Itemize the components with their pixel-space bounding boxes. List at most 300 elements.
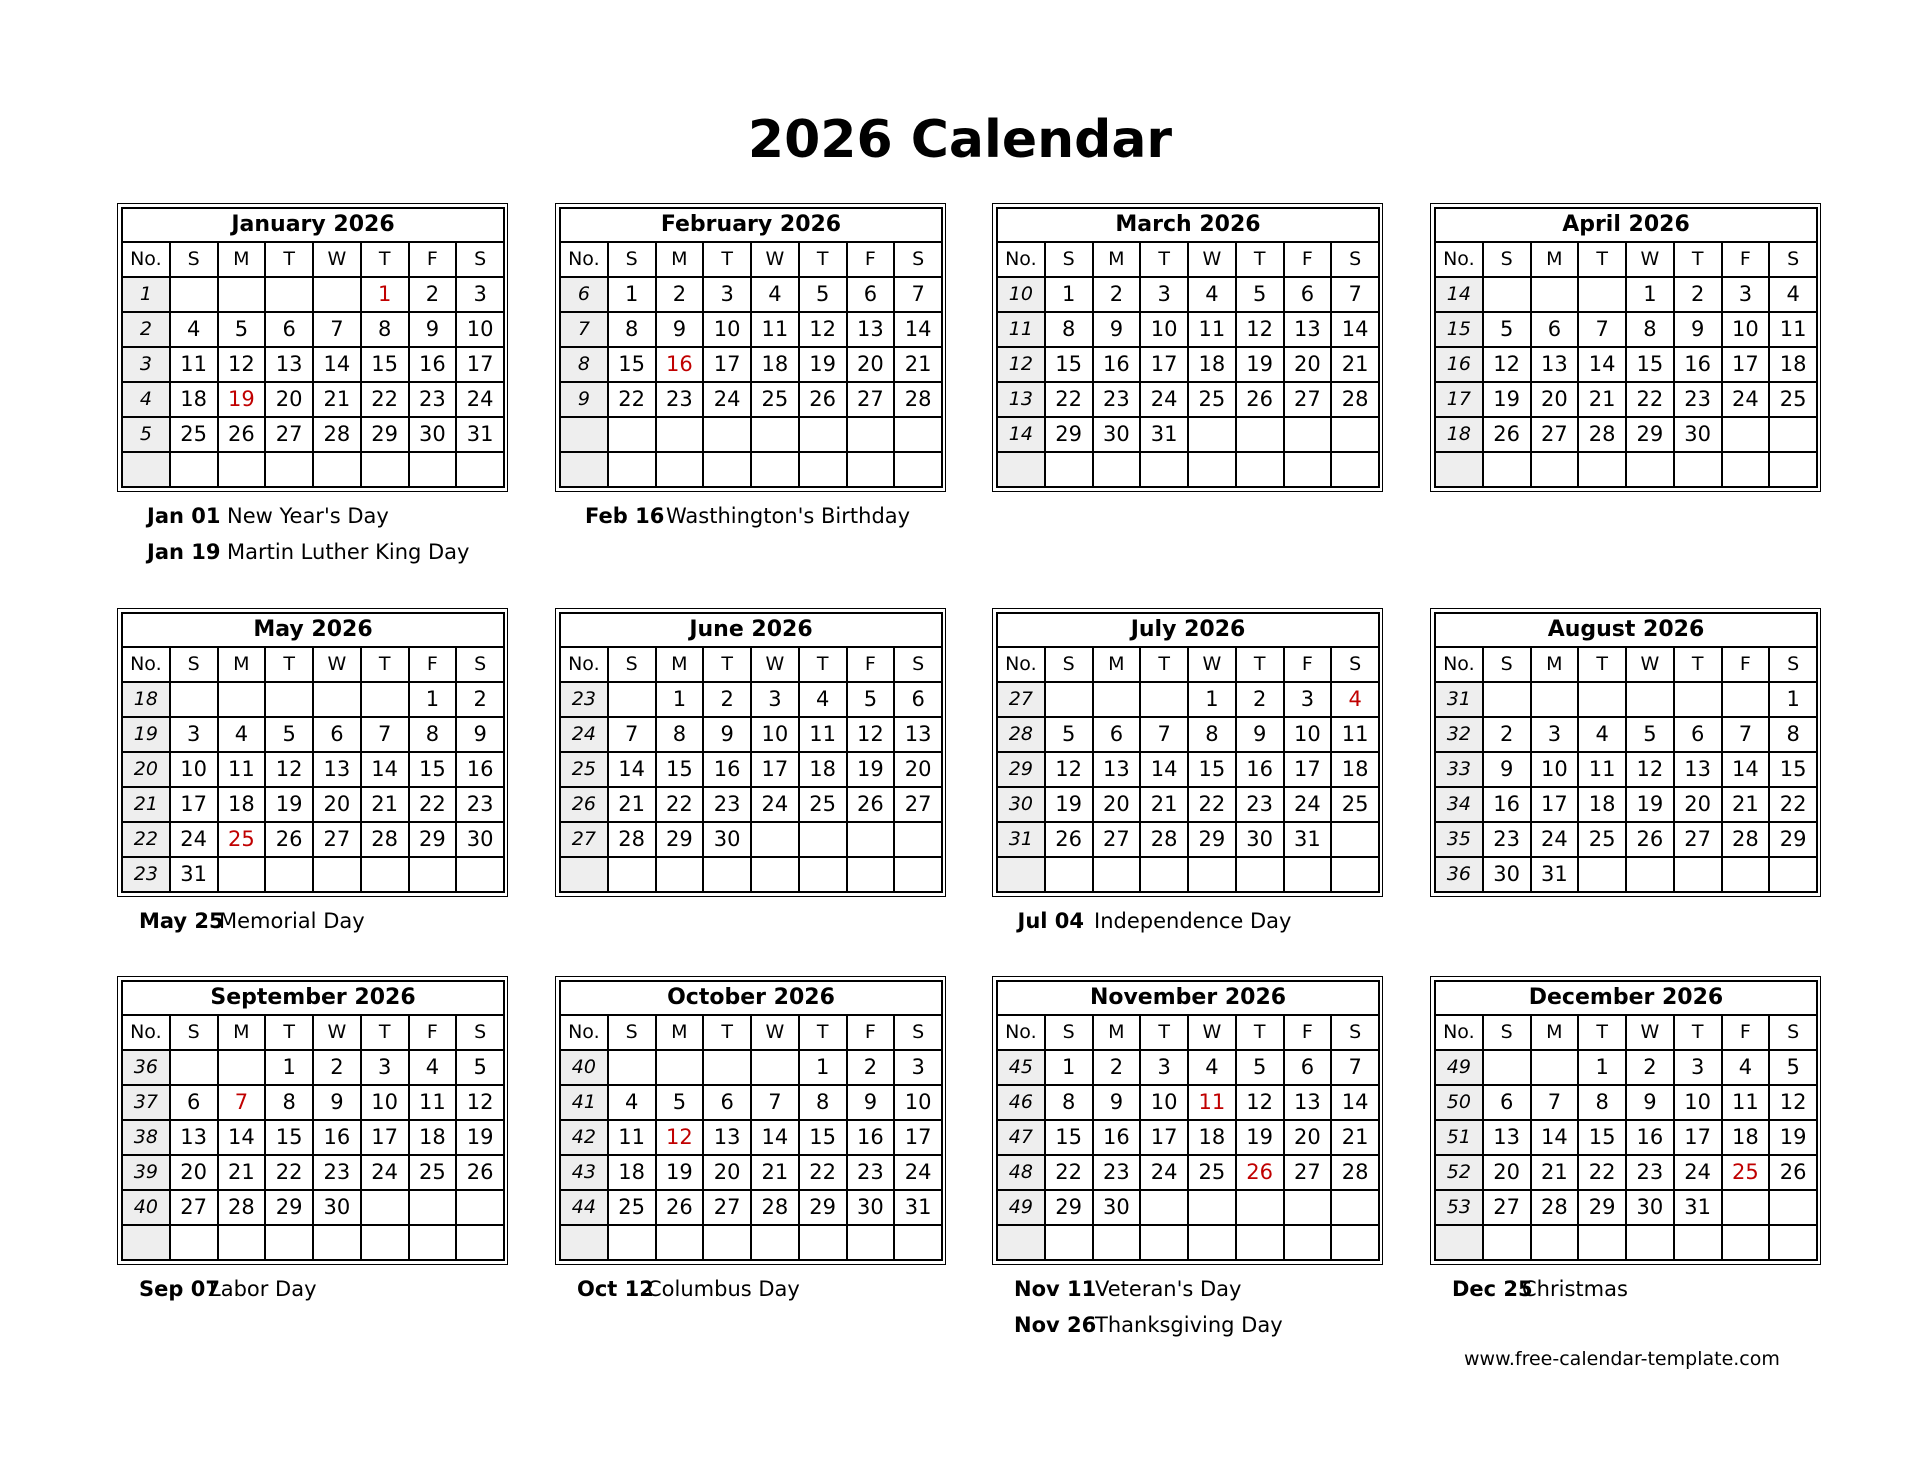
- month-block: [117, 976, 509, 1307]
- day-cell: 6: [1483, 1085, 1531, 1120]
- month-title: February 2026: [560, 208, 942, 242]
- day-cell: 25: [409, 1155, 457, 1190]
- day-cell: 26: [847, 787, 895, 822]
- day-cell: [751, 1050, 799, 1085]
- weekday-header: M: [1093, 242, 1141, 277]
- day-cell: 21: [1331, 1120, 1379, 1155]
- day-cell: 3: [1140, 1050, 1188, 1085]
- day-cell: 6: [1284, 1050, 1332, 1085]
- day-cell: 7: [1578, 312, 1626, 347]
- day-cell: [656, 857, 704, 892]
- day-cell: 17: [361, 1120, 409, 1155]
- day-cell: [313, 277, 361, 312]
- day-cell: 20: [1483, 1155, 1531, 1190]
- day-cell: [1722, 857, 1770, 892]
- day-cell: 3: [703, 277, 751, 312]
- week-number: 19: [122, 717, 170, 752]
- day-cell: 28: [751, 1190, 799, 1225]
- day-cell: 1: [608, 277, 656, 312]
- week-row: [560, 1050, 942, 1085]
- week-number-header: No.: [997, 647, 1045, 682]
- weekday-header: F: [1284, 1015, 1332, 1050]
- day-cell: [1093, 452, 1141, 487]
- day-cell: 7: [1722, 717, 1770, 752]
- day-cell: [1674, 682, 1722, 717]
- week-row: [560, 752, 942, 787]
- day-cell: 28: [894, 382, 942, 417]
- day-cell: [703, 857, 751, 892]
- day-cell: 3: [894, 1050, 942, 1085]
- weekday-header-row: [997, 1015, 1379, 1050]
- day-cell: 12: [265, 752, 313, 787]
- day-cell: 8: [361, 312, 409, 347]
- month-table: [1434, 612, 1818, 893]
- weekday-header: T: [1140, 647, 1188, 682]
- day-cell: 11: [170, 347, 218, 382]
- day-cell: 9: [1626, 1085, 1674, 1120]
- day-cell: 19: [1626, 787, 1674, 822]
- day-cell: [409, 857, 457, 892]
- day-cell: 2: [1236, 682, 1284, 717]
- day-cell: [1236, 857, 1284, 892]
- month-title-row: [560, 613, 942, 647]
- day-cell: 3: [170, 717, 218, 752]
- weekday-header: S: [1045, 647, 1093, 682]
- weekday-header: F: [1722, 1015, 1770, 1050]
- day-cell: 16: [1236, 752, 1284, 787]
- holiday-day-cell: 4: [1331, 682, 1379, 717]
- day-cell: 3: [1284, 682, 1332, 717]
- week-number-header: No.: [560, 647, 608, 682]
- day-cell: 16: [1093, 347, 1141, 382]
- day-cell: 22: [361, 382, 409, 417]
- day-cell: 2: [703, 682, 751, 717]
- week-row: [997, 1085, 1379, 1120]
- day-cell: 18: [1188, 1120, 1236, 1155]
- weekday-header: S: [170, 242, 218, 277]
- week-row: [122, 1120, 504, 1155]
- day-cell: 4: [1722, 1050, 1770, 1085]
- weekday-header: T: [265, 647, 313, 682]
- day-cell: 29: [656, 822, 704, 857]
- week-row: [997, 752, 1379, 787]
- day-cell: 14: [361, 752, 409, 787]
- week-row: [1435, 787, 1817, 822]
- day-cell: 14: [751, 1120, 799, 1155]
- day-cell: 12: [1483, 347, 1531, 382]
- day-cell: [1674, 1225, 1722, 1260]
- day-cell: 19: [265, 787, 313, 822]
- weekday-header: M: [1093, 1015, 1141, 1050]
- week-number: 44: [560, 1190, 608, 1225]
- day-cell: 22: [1045, 1155, 1093, 1190]
- day-cell: 12: [847, 717, 895, 752]
- holiday-item: [139, 903, 509, 939]
- day-cell: [1769, 857, 1817, 892]
- month-block: [117, 608, 509, 939]
- day-cell: 9: [313, 1085, 361, 1120]
- day-cell: 8: [1045, 1085, 1093, 1120]
- day-cell: 31: [1140, 417, 1188, 452]
- week-number: 32: [1435, 717, 1483, 752]
- day-cell: 10: [1722, 312, 1770, 347]
- day-cell: 23: [1674, 382, 1722, 417]
- month-block: [1430, 608, 1822, 903]
- day-cell: 15: [1188, 752, 1236, 787]
- month-frame: [555, 976, 946, 1265]
- day-cell: [1331, 417, 1379, 452]
- month-title: September 2026: [122, 981, 504, 1015]
- month-title-row: [997, 208, 1379, 242]
- weekday-header-row: [1435, 242, 1817, 277]
- day-cell: [361, 1190, 409, 1225]
- week-number: 33: [1435, 752, 1483, 787]
- weekday-header: W: [751, 242, 799, 277]
- day-cell: 13: [265, 347, 313, 382]
- day-cell: 7: [361, 717, 409, 752]
- day-cell: 28: [1331, 1155, 1379, 1190]
- week-number: 7: [560, 312, 608, 347]
- day-cell: 4: [799, 682, 847, 717]
- week-number: 30: [997, 787, 1045, 822]
- day-cell: [1093, 1225, 1141, 1260]
- day-cell: 30: [847, 1190, 895, 1225]
- day-cell: 8: [1188, 717, 1236, 752]
- week-number: 45: [997, 1050, 1045, 1085]
- day-cell: 21: [1578, 382, 1626, 417]
- week-number: 35: [1435, 822, 1483, 857]
- day-cell: [1531, 1225, 1579, 1260]
- month-table: [996, 207, 1380, 488]
- week-number-header: No.: [997, 1015, 1045, 1050]
- day-cell: 4: [751, 277, 799, 312]
- holiday-day-cell: 19: [218, 382, 266, 417]
- day-cell: [799, 1225, 847, 1260]
- day-cell: [1284, 1190, 1332, 1225]
- week-number: 6: [560, 277, 608, 312]
- day-cell: [170, 1225, 218, 1260]
- month-title-row: [560, 981, 942, 1015]
- day-cell: [265, 1225, 313, 1260]
- day-cell: 13: [1531, 347, 1579, 382]
- day-cell: 13: [894, 717, 942, 752]
- day-cell: [456, 857, 504, 892]
- day-cell: 14: [1531, 1120, 1579, 1155]
- week-row: [1435, 752, 1817, 787]
- day-cell: [1188, 417, 1236, 452]
- week-row: [997, 717, 1379, 752]
- day-cell: 22: [608, 382, 656, 417]
- weekday-header: S: [1483, 242, 1531, 277]
- weekday-header: T: [799, 1015, 847, 1050]
- week-row: [1435, 277, 1817, 312]
- weekday-header: W: [313, 1015, 361, 1050]
- weekday-header: M: [218, 647, 266, 682]
- weekday-header: T: [1674, 242, 1722, 277]
- week-number: 3: [122, 347, 170, 382]
- day-cell: 7: [751, 1085, 799, 1120]
- day-cell: 10: [894, 1085, 942, 1120]
- weekday-header: W: [313, 242, 361, 277]
- month-title: June 2026: [560, 613, 942, 647]
- weekday-header: M: [656, 242, 704, 277]
- day-cell: 29: [1045, 417, 1093, 452]
- day-cell: 27: [1093, 822, 1141, 857]
- day-cell: 30: [1483, 857, 1531, 892]
- month-title-row: [122, 613, 504, 647]
- month-title: April 2026: [1435, 208, 1817, 242]
- day-cell: 24: [1140, 1155, 1188, 1190]
- day-cell: 13: [847, 312, 895, 347]
- day-cell: 6: [1284, 277, 1332, 312]
- day-cell: 3: [361, 1050, 409, 1085]
- weekday-header: S: [608, 647, 656, 682]
- day-cell: 7: [894, 277, 942, 312]
- weekday-header-row: [560, 1015, 942, 1050]
- day-cell: 31: [894, 1190, 942, 1225]
- week-row: [122, 1190, 504, 1225]
- day-cell: 8: [656, 717, 704, 752]
- week-number: 12: [997, 347, 1045, 382]
- week-number: 43: [560, 1155, 608, 1190]
- week-row: [122, 1225, 504, 1260]
- weekday-header: M: [1531, 242, 1579, 277]
- day-cell: 28: [313, 417, 361, 452]
- week-number: 42: [560, 1120, 608, 1155]
- day-cell: 2: [456, 682, 504, 717]
- weekday-header-row: [997, 242, 1379, 277]
- day-cell: 7: [608, 717, 656, 752]
- day-cell: [799, 452, 847, 487]
- weekday-header: T: [1674, 647, 1722, 682]
- week-number: [560, 417, 608, 452]
- day-cell: 19: [1236, 347, 1284, 382]
- day-cell: 4: [1188, 277, 1236, 312]
- day-cell: 6: [1674, 717, 1722, 752]
- week-row: [122, 382, 504, 417]
- weekday-header: S: [170, 647, 218, 682]
- month-block: [1430, 203, 1822, 498]
- day-cell: 12: [456, 1085, 504, 1120]
- day-cell: [456, 1190, 504, 1225]
- week-row: [560, 717, 942, 752]
- week-number-header: No.: [1435, 242, 1483, 277]
- footer-url: www.free-calendar-template.com: [1464, 1348, 1780, 1370]
- month-block: [992, 608, 1384, 939]
- day-cell: 26: [656, 1190, 704, 1225]
- day-cell: 8: [1578, 1085, 1626, 1120]
- day-cell: 22: [1188, 787, 1236, 822]
- day-cell: 12: [1236, 1085, 1284, 1120]
- weekday-header-row: [122, 242, 504, 277]
- day-cell: [1626, 857, 1674, 892]
- week-row: [560, 822, 942, 857]
- day-cell: 10: [1531, 752, 1579, 787]
- month-title: May 2026: [122, 613, 504, 647]
- day-cell: 4: [608, 1085, 656, 1120]
- day-cell: 3: [1674, 1050, 1722, 1085]
- week-row: [997, 1120, 1379, 1155]
- holiday-name: Martin Luther King Day: [227, 540, 470, 564]
- day-cell: 9: [703, 717, 751, 752]
- day-cell: 17: [1140, 1120, 1188, 1155]
- month-table: [996, 612, 1380, 893]
- day-cell: [847, 452, 895, 487]
- week-row: [1435, 1085, 1817, 1120]
- week-row: [122, 347, 504, 382]
- day-cell: 15: [409, 752, 457, 787]
- day-cell: 7: [1140, 717, 1188, 752]
- week-number: 49: [997, 1190, 1045, 1225]
- week-number: [122, 452, 170, 487]
- week-row: [560, 1190, 942, 1225]
- day-cell: 10: [170, 752, 218, 787]
- day-cell: [1331, 1190, 1379, 1225]
- day-cell: [1188, 857, 1236, 892]
- weekday-header: F: [847, 242, 895, 277]
- day-cell: 28: [608, 822, 656, 857]
- day-cell: 15: [1045, 1120, 1093, 1155]
- weekday-header: T: [1236, 647, 1284, 682]
- day-cell: 2: [1483, 717, 1531, 752]
- day-cell: 23: [1236, 787, 1284, 822]
- day-cell: [1769, 452, 1817, 487]
- day-cell: [1140, 857, 1188, 892]
- day-cell: [1578, 857, 1626, 892]
- holiday-name: Independence Day: [1094, 909, 1292, 933]
- day-cell: 11: [1722, 1085, 1770, 1120]
- day-cell: [751, 857, 799, 892]
- day-cell: [409, 452, 457, 487]
- month-title: November 2026: [997, 981, 1379, 1015]
- day-cell: 12: [1045, 752, 1093, 787]
- weekday-header: W: [313, 647, 361, 682]
- day-cell: 10: [1674, 1085, 1722, 1120]
- day-cell: 9: [1093, 312, 1141, 347]
- holiday-list: [117, 1271, 509, 1307]
- weekday-header: T: [265, 1015, 313, 1050]
- weekday-header: S: [1769, 1015, 1817, 1050]
- month-title-row: [1435, 208, 1817, 242]
- day-cell: 1: [1578, 1050, 1626, 1085]
- day-cell: 2: [1093, 277, 1141, 312]
- day-cell: 28: [218, 1190, 266, 1225]
- day-cell: 3: [456, 277, 504, 312]
- day-cell: 24: [1722, 382, 1770, 417]
- week-number: [997, 857, 1045, 892]
- holiday-name: Labor Day: [209, 1277, 317, 1301]
- day-cell: 20: [1674, 787, 1722, 822]
- week-number: [997, 452, 1045, 487]
- day-cell: [799, 822, 847, 857]
- day-cell: [894, 417, 942, 452]
- day-cell: 22: [1045, 382, 1093, 417]
- day-cell: 1: [1045, 1050, 1093, 1085]
- weekday-header: F: [409, 242, 457, 277]
- day-cell: 5: [1236, 277, 1284, 312]
- month-title: August 2026: [1435, 613, 1817, 647]
- day-cell: 7: [1331, 1050, 1379, 1085]
- day-cell: 13: [1093, 752, 1141, 787]
- day-cell: 13: [703, 1120, 751, 1155]
- day-cell: 26: [1483, 417, 1531, 452]
- day-cell: 25: [751, 382, 799, 417]
- day-cell: 14: [1331, 1085, 1379, 1120]
- weekday-header: S: [894, 242, 942, 277]
- week-number: 9: [560, 382, 608, 417]
- day-cell: 15: [1626, 347, 1674, 382]
- day-cell: [1483, 1225, 1531, 1260]
- weekday-header: S: [894, 647, 942, 682]
- day-cell: [751, 822, 799, 857]
- day-cell: [1045, 682, 1093, 717]
- day-cell: 14: [608, 752, 656, 787]
- holiday-list: [992, 1271, 1384, 1343]
- day-cell: 6: [1093, 717, 1141, 752]
- day-cell: [1626, 682, 1674, 717]
- day-cell: 23: [656, 382, 704, 417]
- day-cell: 29: [1578, 1190, 1626, 1225]
- day-cell: 5: [1236, 1050, 1284, 1085]
- week-number: 13: [997, 382, 1045, 417]
- day-cell: 5: [656, 1085, 704, 1120]
- day-cell: 26: [1769, 1155, 1817, 1190]
- weekday-header: S: [1483, 647, 1531, 682]
- day-cell: 11: [1769, 312, 1817, 347]
- day-cell: [170, 682, 218, 717]
- week-number: 40: [560, 1050, 608, 1085]
- day-cell: 25: [1188, 1155, 1236, 1190]
- day-cell: [265, 857, 313, 892]
- holiday-date: May 25: [139, 909, 224, 933]
- weekday-header: S: [1331, 1015, 1379, 1050]
- week-number: 21: [122, 787, 170, 822]
- month-title-row: [1435, 981, 1817, 1015]
- week-row: [1435, 682, 1817, 717]
- holiday-item: [1014, 1271, 1384, 1307]
- holiday-day-cell: 25: [1722, 1155, 1770, 1190]
- day-cell: 8: [265, 1085, 313, 1120]
- day-cell: 26: [265, 822, 313, 857]
- week-row: [997, 452, 1379, 487]
- holiday-day-cell: 1: [361, 277, 409, 312]
- day-cell: [170, 1050, 218, 1085]
- day-cell: 20: [1284, 1120, 1332, 1155]
- day-cell: [894, 857, 942, 892]
- day-cell: 5: [1769, 1050, 1817, 1085]
- day-cell: 25: [608, 1190, 656, 1225]
- day-cell: [1188, 452, 1236, 487]
- month-block: [992, 976, 1384, 1343]
- day-cell: 16: [1626, 1120, 1674, 1155]
- day-cell: [608, 1225, 656, 1260]
- week-number-header: No.: [997, 242, 1045, 277]
- day-cell: 15: [1045, 347, 1093, 382]
- month-title: October 2026: [560, 981, 942, 1015]
- day-cell: 29: [1045, 1190, 1093, 1225]
- month-frame: [555, 203, 946, 492]
- week-number: 16: [1435, 347, 1483, 382]
- week-number: 39: [122, 1155, 170, 1190]
- day-cell: 24: [894, 1155, 942, 1190]
- week-row: [560, 452, 942, 487]
- day-cell: [1284, 417, 1332, 452]
- week-row: [122, 822, 504, 857]
- day-cell: 10: [1140, 312, 1188, 347]
- day-cell: [894, 452, 942, 487]
- day-cell: [847, 417, 895, 452]
- day-cell: 17: [894, 1120, 942, 1155]
